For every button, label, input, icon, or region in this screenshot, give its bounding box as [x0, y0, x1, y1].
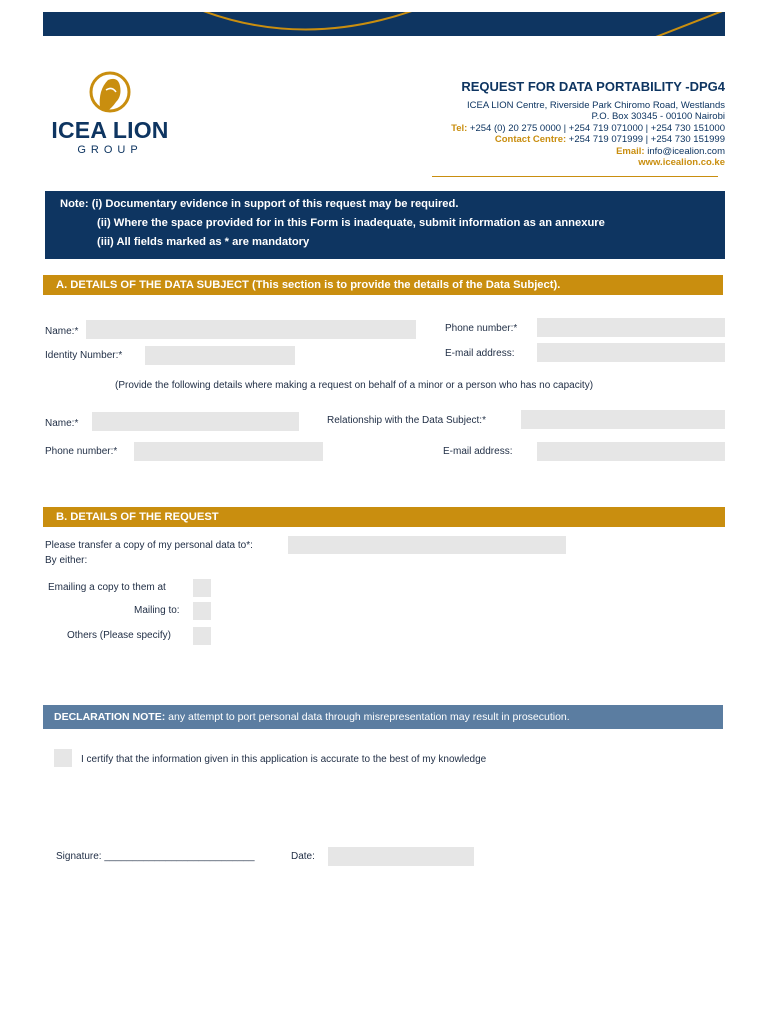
identity-number-label: Identity Number:*: [45, 350, 123, 361]
transfer-field[interactable]: [288, 536, 566, 554]
name-field[interactable]: [86, 320, 416, 339]
header-divider: [432, 176, 718, 177]
email-field[interactable]: [537, 343, 725, 362]
tel-line: [451, 123, 725, 134]
email-label: Email:: [616, 145, 645, 157]
rep-email-label: E-mail address:: [443, 446, 513, 457]
address-line1: ICEA LION Centre, Riverside Park Chiromo Road, Westlands: [466, 100, 725, 111]
logo-name: ICEA LION: [51, 117, 169, 143]
section-a-header: A. DETAILS OF THE DATA SUBJECT (This section is to provide the details of the Data Subject).: [43, 275, 723, 295]
company-logo: [44, 70, 176, 162]
option-email-label: Emailing a copy to them at: [48, 582, 166, 593]
declaration-note: [43, 705, 723, 729]
contact-line: [451, 134, 725, 145]
certify-checkbox[interactable]: [54, 749, 72, 767]
signature-label: Signature: ___________________________: [56, 851, 255, 862]
section-b-header: B. DETAILS OF THE REQUEST: [43, 507, 725, 527]
identity-number-field[interactable]: [145, 346, 295, 365]
rep-phone-field[interactable]: [134, 442, 323, 461]
form-title: REQUEST FOR DATA PORTABILITY -DPG4: [461, 79, 725, 94]
website-link[interactable]: www.icealion.co.ke: [638, 157, 725, 169]
declaration-note-text: any attempt to port personal data through misrepresentation may result in prosecution.: [165, 711, 570, 723]
by-either-label: By either:: [45, 555, 88, 566]
contact-label: Contact Centre:: [494, 134, 567, 146]
option-mail-checkbox[interactable]: [193, 602, 211, 620]
relationship-label: Relationship with the Data Subject:*: [327, 415, 486, 426]
email-value: info@icealion.com: [647, 145, 725, 157]
email-label: E-mail address:: [445, 348, 515, 359]
option-other-label: Others (Please specify): [67, 630, 171, 641]
address-line2: P.O. Box 30345 - 00100 Nairobi: [591, 111, 725, 123]
declaration-note-bold: DECLARATION NOTE:: [54, 711, 166, 723]
minor-note: (Provide the following details where making a request on behalf of a minor or a person who has no capacity): [115, 380, 594, 391]
date-label: Date:: [291, 851, 315, 862]
header-banner: [43, 12, 725, 36]
note-line2: (ii) Where the space provided for in this Form is inadequate, submit information as an annexure: [97, 217, 605, 229]
rep-email-field[interactable]: [537, 442, 725, 461]
company-address: [451, 100, 725, 168]
certify-text: I certify that the information given in this application is accurate to the best of my knowledge: [81, 754, 487, 765]
rep-name-field[interactable]: [92, 412, 299, 431]
contact-value: +254 719 071999 | +254 730 151999: [568, 134, 725, 146]
note-box: [45, 191, 725, 259]
lion-icon: [82, 70, 138, 118]
rep-phone-label: Phone number:*: [45, 446, 118, 457]
rep-name-label: Name:*: [45, 418, 79, 429]
phone-label: Phone number:*: [445, 323, 518, 334]
note-line3: (iii) All fields marked as * are mandatory: [97, 236, 310, 248]
name-label: Name:*: [45, 326, 79, 337]
option-other-checkbox[interactable]: [193, 627, 211, 645]
tel-value: +254 (0) 20 275 0000 | +254 719 071000 | +254 730 151000: [469, 122, 725, 134]
note-line1: Note: (i) Documentary evidence in support of this request may be required.: [60, 198, 459, 210]
logo-group: GROUP: [77, 144, 143, 156]
option-email-checkbox[interactable]: [193, 579, 211, 597]
relationship-field[interactable]: [521, 410, 725, 429]
tel-label: Tel:: [451, 122, 468, 134]
transfer-label: Please transfer a copy of my personal data to*:: [45, 540, 253, 551]
email-line: [451, 146, 725, 157]
option-mail-label: Mailing to:: [134, 605, 180, 616]
phone-field[interactable]: [537, 318, 725, 337]
date-field[interactable]: [328, 847, 474, 866]
banner-arcs: [43, 12, 725, 36]
